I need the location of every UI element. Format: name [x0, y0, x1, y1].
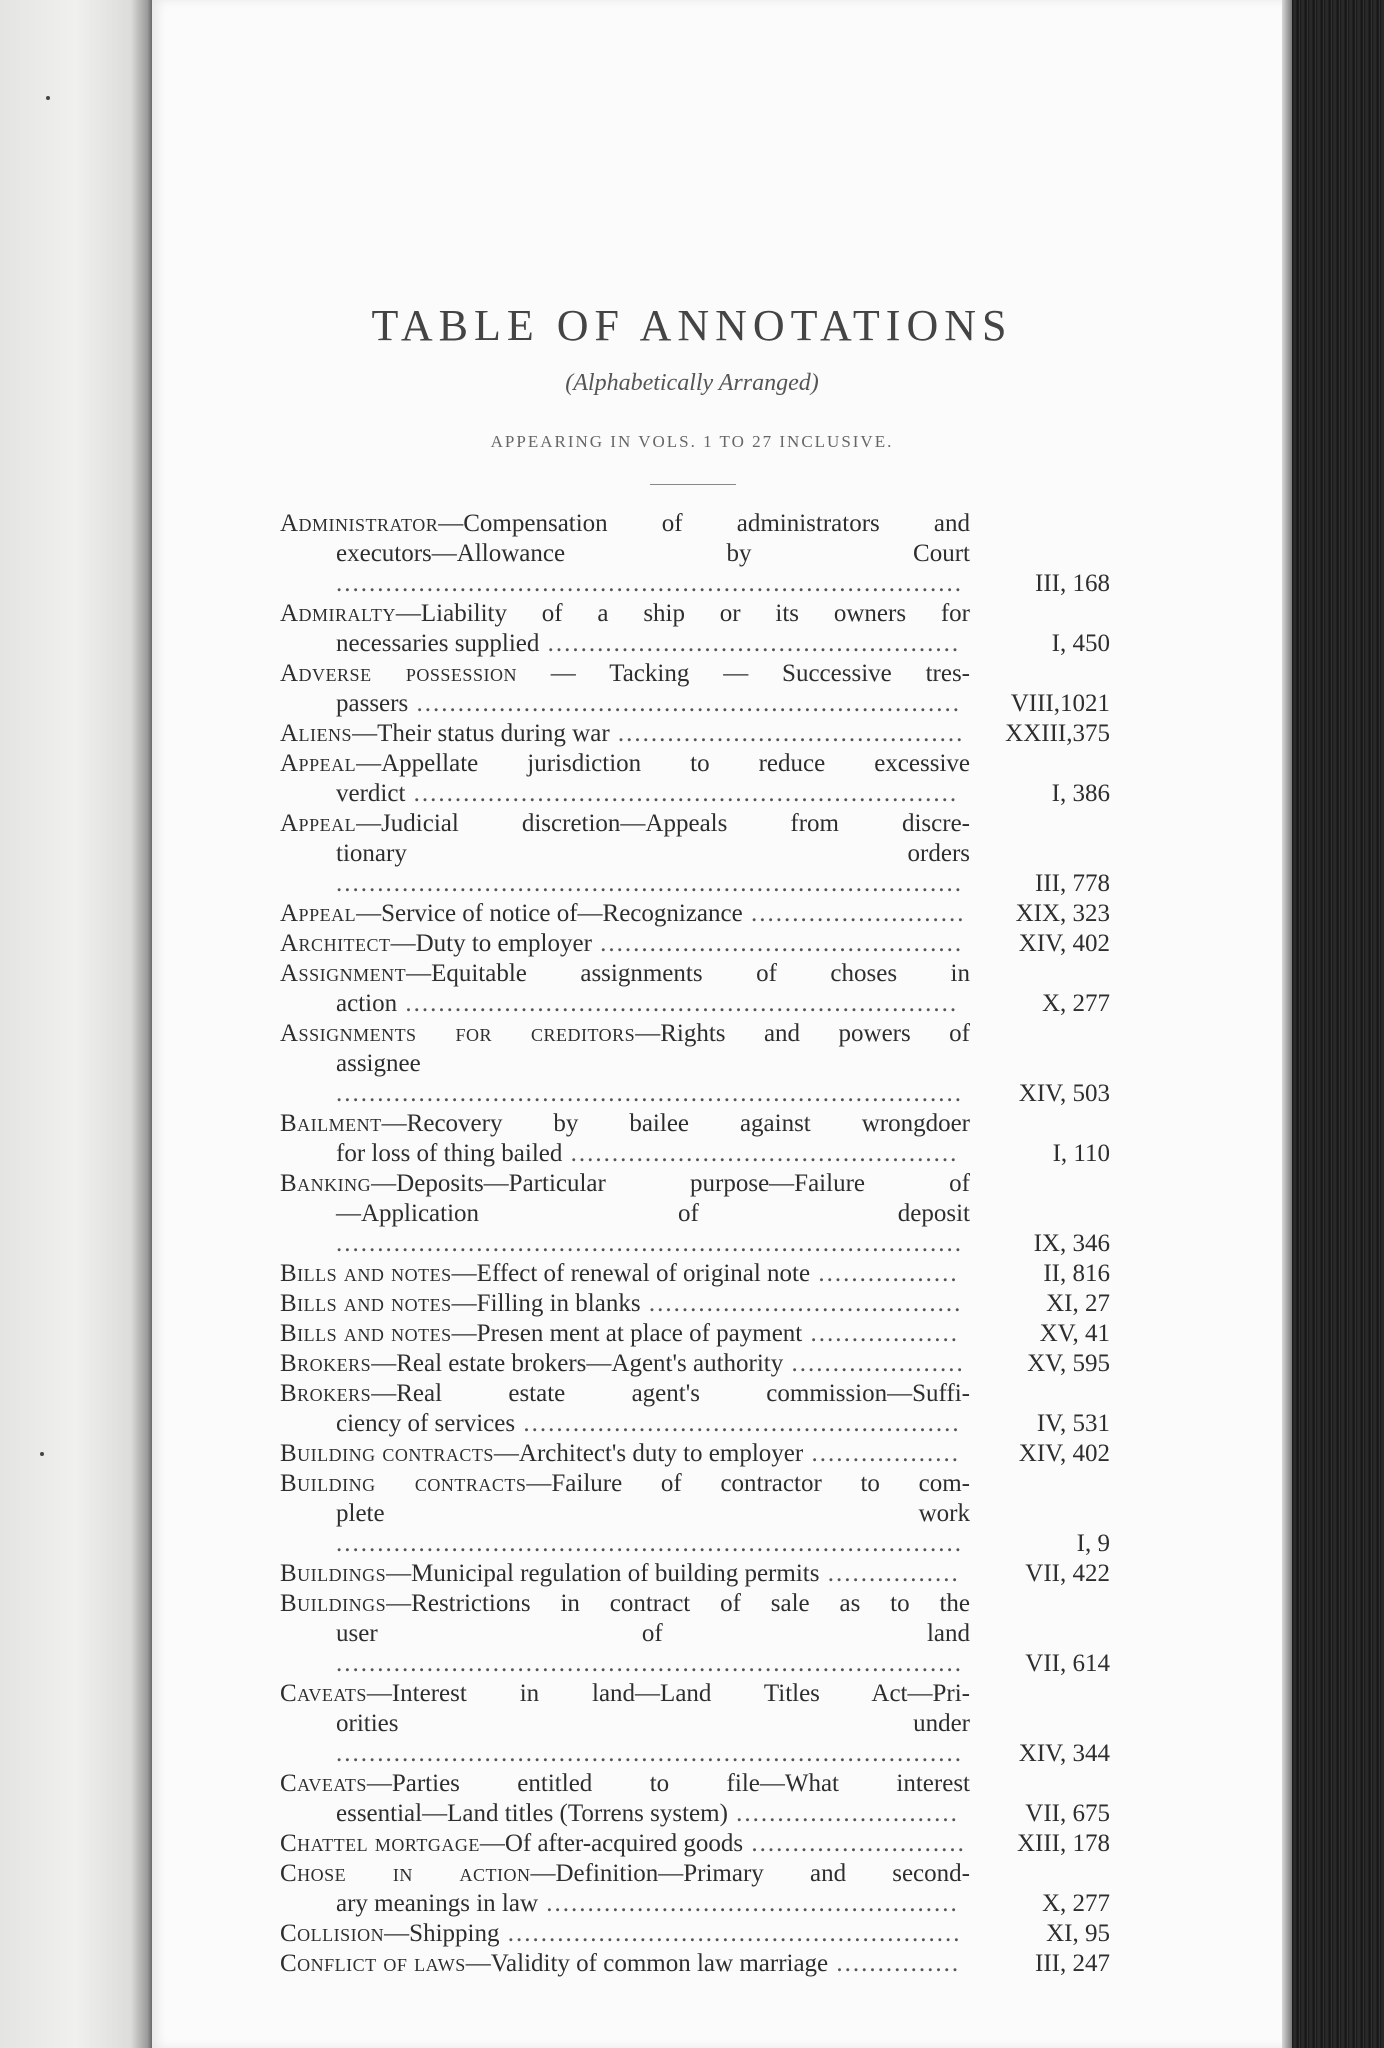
- annotation-entry: [280, 1469, 1116, 1559]
- entry-description-continued: [280, 1709, 970, 1769]
- entry-description: —Validity of common law marriage: [465, 1950, 829, 1977]
- entry-heading: Building contracts: [280, 1470, 527, 1497]
- dot-leader: ..........................: [743, 1830, 966, 1857]
- dot-leader: ..................................................: [538, 1890, 959, 1917]
- entry-heading: Admiralty: [280, 600, 396, 627]
- entry-text: [280, 1949, 970, 1979]
- volume-page-reference: IX, 346: [1033, 1230, 1110, 1257]
- entry-heading: Architect: [280, 930, 391, 957]
- annotation-entry: [280, 929, 1116, 959]
- entry-description: —Failure of contractor to com-: [526, 1470, 970, 1497]
- entry-heading: Brokers: [280, 1380, 372, 1407]
- entry-text: [280, 1349, 970, 1379]
- entry-text: [280, 1589, 970, 1679]
- dot-leader: .....................: [783, 1350, 965, 1377]
- entry-heading: Building contracts: [280, 1440, 494, 1467]
- volume-page-reference: III, 778: [1035, 870, 1110, 897]
- dot-leader: ..................................................: [539, 630, 961, 657]
- entry-description-continued: [280, 1409, 970, 1439]
- entry-text: [280, 749, 970, 809]
- entry-heading: Adverse possession: [280, 660, 517, 687]
- annotation-entry: [280, 1769, 1116, 1829]
- entry-heading: Bills and notes: [280, 1320, 452, 1347]
- entry-heading: Collision: [280, 1920, 385, 1947]
- annotation-entry: [280, 959, 1116, 1019]
- entry-description: —Appellate jurisdiction to reduce excessive: [356, 750, 970, 777]
- page-subtitle: (Alphabetically Arranged): [565, 370, 819, 396]
- annotation-list: [280, 509, 1116, 1979]
- dot-leader: .......................................................: [499, 1920, 962, 1947]
- entry-heading: Brokers: [280, 1350, 372, 1377]
- entry-description-continued-text: for loss of thing bailed: [336, 1140, 563, 1167]
- annotation-entry: [280, 1019, 1116, 1109]
- entry-description-continued: [280, 1049, 970, 1109]
- entry-heading: Chose in action: [280, 1860, 531, 1887]
- entry-description: —Definition—Primary and second-: [530, 1860, 970, 1887]
- page-title: TABLE OF ANNOTATIONS: [371, 301, 1013, 350]
- dot-leader: ...............: [828, 1950, 961, 1977]
- entry-text: [280, 1559, 970, 1589]
- entry-heading: Appeal: [280, 900, 357, 927]
- entry-description-continued-text: passers: [336, 690, 409, 717]
- entry-text: [280, 1289, 970, 1319]
- dot-leader: ......................................: [640, 1290, 963, 1317]
- volume-page-reference: XIV, 402: [1018, 1440, 1110, 1467]
- dot-leader: ...................................................................: [397, 990, 959, 1017]
- annotation-entry: [280, 1289, 1116, 1319]
- entry-description: —Service of notice of—Recognizance: [356, 900, 743, 927]
- entry-text: [280, 1379, 970, 1439]
- entry-description-continued-text: ciency of services: [336, 1410, 516, 1437]
- book-spine: [1292, 0, 1384, 2048]
- entry-description: —Judicial discretion—Appeals from discre-: [356, 810, 970, 837]
- entry-text: [280, 1919, 970, 1949]
- entry-heading: Bills and notes: [280, 1290, 452, 1317]
- entry-description: —Real estate agent's commission—Suffi-: [371, 1380, 970, 1407]
- annotation-entry: [280, 1829, 1116, 1859]
- entry-description: —Filling in blanks: [451, 1290, 641, 1317]
- entry-text: [280, 1469, 970, 1559]
- volume-page-reference: I, 9: [1076, 1530, 1110, 1557]
- volume-page-reference: XV, 595: [1027, 1350, 1110, 1377]
- entry-description: —Presen ment at place of payment: [451, 1320, 803, 1347]
- entry-description-continued-text: plete work: [336, 1500, 970, 1527]
- volume-page-reference: XIX, 323: [1015, 900, 1110, 927]
- entry-description: —Parties entitled to file—What interest: [366, 1770, 970, 1797]
- annotation-entry: [280, 1349, 1116, 1379]
- volume-page-reference: XIII, 178: [1016, 1830, 1110, 1857]
- entry-description-continued-text: executors—Allowance by Court: [336, 540, 970, 567]
- volume-page-reference: XIV, 402: [1018, 930, 1110, 957]
- annotation-entry: [280, 749, 1116, 809]
- volume-page-reference: XV, 41: [1039, 1320, 1110, 1347]
- entry-text: [280, 1829, 970, 1859]
- annotation-entry: [280, 1169, 1116, 1259]
- entry-heading: Appeal: [280, 750, 357, 777]
- dot-leader: ................: [819, 1560, 960, 1587]
- entry-description-continued-text: tionary orders: [336, 840, 970, 867]
- entry-heading: Banking: [280, 1170, 372, 1197]
- entry-description-continued: [280, 1139, 970, 1169]
- entry-description-continued: [280, 779, 970, 809]
- dot-leader: .....................................................: [515, 1410, 961, 1437]
- facing-page-edge: [0, 0, 152, 2048]
- entry-description: —Municipal regulation of building permits: [386, 1560, 820, 1587]
- entry-description-continued-text: ary meanings in law: [336, 1890, 539, 1917]
- entry-description-continued-text: user of land: [336, 1620, 970, 1647]
- dot-leader: ..................: [803, 1440, 960, 1467]
- volume-page-reference: III, 247: [1035, 1950, 1110, 1977]
- annotation-entry: [280, 1319, 1116, 1349]
- dot-leader: ............................................................................: [336, 1230, 963, 1257]
- entry-text: [280, 1679, 970, 1769]
- entry-text: [280, 1859, 970, 1919]
- entry-text: [280, 899, 970, 929]
- entry-heading: Assignments for creditors: [280, 1020, 636, 1047]
- annotation-entry: [280, 1559, 1116, 1589]
- volume-page-reference: III, 168: [1035, 570, 1110, 597]
- entry-description: —Of after-acquired goods: [479, 1830, 744, 1857]
- entry-text: [280, 959, 970, 1019]
- entry-text: [280, 1769, 970, 1829]
- dot-leader: ...........................: [727, 1800, 959, 1827]
- entry-text: [280, 1259, 970, 1289]
- entry-heading: Caveats: [280, 1770, 367, 1797]
- dot-leader: ............................................: [591, 930, 964, 957]
- entry-description-continued: [280, 1499, 970, 1559]
- entry-description: —Interest in land—Land Titles Act—Pri-: [366, 1680, 970, 1707]
- entry-text: [280, 1169, 970, 1259]
- entry-description: —Deposits—Particular purpose—Failure of: [371, 1170, 970, 1197]
- entry-heading: Chattel mortgage: [280, 1830, 480, 1857]
- dot-leader: ............................................................................: [336, 570, 963, 597]
- annotation-entry: [280, 1109, 1116, 1169]
- dot-leader: ............................................................................: [336, 1740, 963, 1767]
- entry-heading: Bailment: [280, 1110, 382, 1137]
- entry-heading: Buildings: [280, 1560, 387, 1587]
- entry-heading: Buildings: [280, 1590, 387, 1617]
- annotation-entry: [280, 1919, 1116, 1949]
- annotation-entry: [280, 1259, 1116, 1289]
- entry-heading: Conflict of laws: [280, 1950, 466, 1977]
- annotation-entry: [280, 1949, 1116, 1979]
- dot-leader: ............................................................................: [336, 1530, 963, 1557]
- page-speck: [46, 96, 50, 100]
- volume-page-reference: I, 450: [1051, 630, 1110, 657]
- entry-text: [280, 1109, 970, 1169]
- entry-description-continued-text: assignee: [336, 1050, 421, 1077]
- volume-page-reference: VIII,1021: [1010, 690, 1110, 717]
- volume-page-reference: VII, 675: [1025, 1800, 1110, 1827]
- entry-description-continued: [280, 689, 970, 719]
- entry-description: — Tacking — Successive tres-: [516, 660, 970, 687]
- annotation-entry: [280, 1589, 1116, 1679]
- annotation-entry: [280, 1679, 1116, 1769]
- entry-description: —Compensation of administrators and: [438, 510, 970, 537]
- entry-heading: Assignment: [280, 960, 407, 987]
- dot-leader: ..........................................: [609, 720, 965, 747]
- entry-description-continued: [280, 629, 970, 659]
- volume-page-reference: IV, 531: [1036, 1410, 1110, 1437]
- entry-text: [280, 1019, 970, 1109]
- entry-text: [280, 509, 970, 599]
- entry-description-continued: [280, 1619, 970, 1679]
- volume-page-reference: XI, 27: [1046, 1290, 1110, 1317]
- entry-description: —Shipping: [384, 1920, 500, 1947]
- entry-description-continued-text: —Application of deposit: [336, 1200, 970, 1227]
- entry-description-continued-text: verdict: [336, 780, 406, 807]
- volume-page-reference: X, 277: [1041, 990, 1110, 1017]
- entry-description: —Real estate brokers—Agent's authority: [371, 1350, 784, 1377]
- annotation-entry: [280, 599, 1116, 659]
- page-speck: [40, 1452, 44, 1456]
- volume-page-reference: I, 386: [1051, 780, 1110, 807]
- volume-page-reference: II, 816: [1043, 1260, 1110, 1287]
- entry-description-continued: [280, 1799, 970, 1829]
- entry-text: [280, 1439, 970, 1469]
- entry-heading: Caveats: [280, 1680, 367, 1707]
- volume-page-reference: XIV, 503: [1018, 1080, 1110, 1107]
- annotation-entry: [280, 1379, 1116, 1439]
- entry-heading: Bills and notes: [280, 1260, 452, 1287]
- entry-heading: Aliens: [280, 720, 353, 747]
- volume-page-reference: XI, 95: [1046, 1920, 1110, 1947]
- entry-description: —Liability of a ship or its owners for: [395, 600, 970, 627]
- dot-leader: ............................................................................: [336, 1650, 963, 1677]
- entry-text: [280, 659, 970, 719]
- volume-page-reference: VII, 614: [1025, 1650, 1110, 1677]
- entry-description: —Rights and powers of: [635, 1020, 971, 1047]
- entry-description-continued-text: orities under: [336, 1710, 970, 1737]
- dot-leader: ..................................................................: [408, 690, 961, 717]
- annotation-entry: [280, 1439, 1116, 1469]
- annotation-entry: [280, 659, 1116, 719]
- entry-description-continued-text: action: [336, 990, 398, 1017]
- entry-text: [280, 1319, 970, 1349]
- volume-scope-note: APPEARING IN VOLS. 1 TO 27 INCLUSIVE.: [490, 432, 894, 451]
- volume-page-reference: XIV, 344: [1018, 1740, 1110, 1767]
- annotation-entry: [280, 899, 1116, 929]
- annotation-entry: [280, 1859, 1116, 1919]
- entry-description-continued: [280, 989, 970, 1019]
- entry-description: —Equitable assignments of choses in: [406, 960, 970, 987]
- entry-description: —Their status during war: [352, 720, 610, 747]
- dot-leader: .................: [810, 1260, 959, 1287]
- dot-leader: ..................................................................: [405, 780, 959, 807]
- entry-heading: Administrator: [280, 510, 439, 537]
- entry-description-continued-text: necessaries supplied: [336, 630, 540, 657]
- entry-heading: Appeal: [280, 810, 357, 837]
- dot-leader: ..........................: [742, 900, 966, 927]
- entry-text: [280, 719, 970, 749]
- entry-description: —Restrictions in contract of sale as to the: [386, 1590, 970, 1617]
- dot-leader: ..................: [802, 1320, 959, 1347]
- entry-description: —Architect's duty to employer: [493, 1440, 804, 1467]
- dot-leader: ...............................................: [562, 1140, 959, 1167]
- entry-description-continued: [280, 539, 970, 599]
- entry-description: —Effect of renewal of original note: [451, 1260, 811, 1287]
- volume-page-reference: X, 277: [1041, 1890, 1110, 1917]
- volume-page-reference: VII, 422: [1025, 1560, 1110, 1587]
- entry-description-continued: [280, 1889, 970, 1919]
- entry-description: —Duty to employer: [390, 930, 592, 957]
- entry-text: [280, 929, 970, 959]
- entry-description: —Recovery by bailee against wrongdoer: [381, 1110, 970, 1137]
- dot-leader: ............................................................................: [336, 870, 963, 897]
- annotation-entry: [280, 509, 1116, 599]
- dot-leader: ............................................................................: [336, 1080, 963, 1107]
- title-divider: [650, 484, 736, 485]
- entry-text: [280, 599, 970, 659]
- entry-description-continued-text: essential—Land titles (Torrens system): [336, 1800, 728, 1827]
- entry-description-continued: [280, 839, 970, 899]
- entry-description-continued: [280, 1199, 970, 1259]
- annotation-entry: [280, 719, 1116, 749]
- volume-page-reference: I, 110: [1052, 1140, 1110, 1167]
- annotation-entry: [280, 809, 1116, 899]
- volume-page-reference: XXIII,375: [1005, 720, 1110, 747]
- entry-text: [280, 809, 970, 899]
